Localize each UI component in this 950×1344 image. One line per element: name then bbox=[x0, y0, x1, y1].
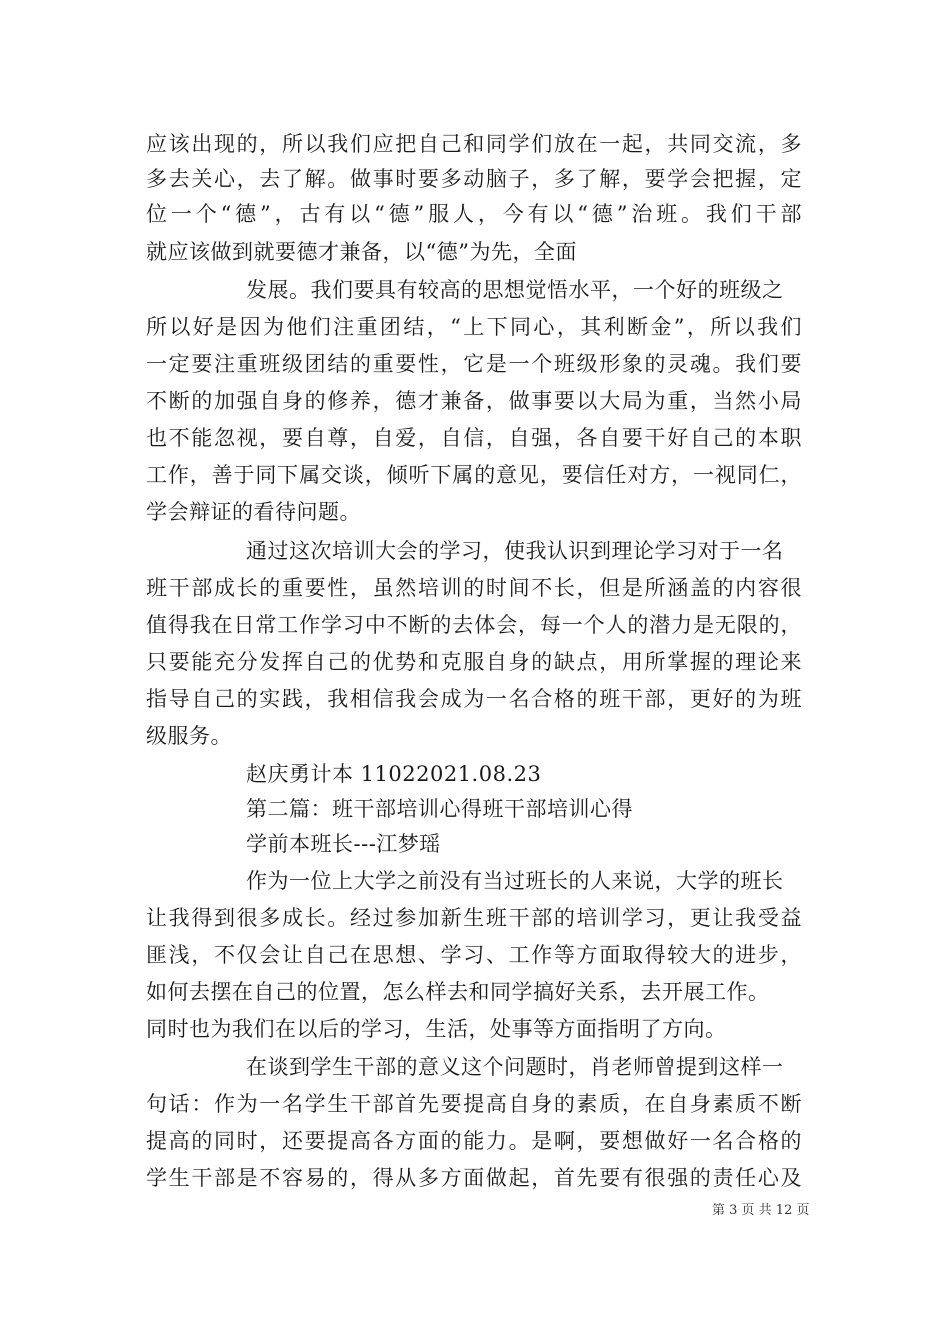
paragraph-line: 在谈到学生干部的意义这个问题时，肖老师曾提到这样一 bbox=[246, 1055, 784, 1079]
paragraph-line: 不断的加强自身的修养，德才兼备，做事要以大局为重，当然小局 bbox=[146, 389, 802, 413]
paragraph-line: 只要能充分发挥自己的优势和克服自身的缺点，用所掌握的理论来 bbox=[146, 650, 802, 674]
author-line: 学前本班长---江梦瑶 bbox=[246, 832, 441, 856]
paragraph-line: 提高的同时，还要提高各方面的能力。是啊，要想做好一名合格的 bbox=[146, 1129, 802, 1153]
paragraph-line: 多去关心，去了解。做事时要多动脑子，多了解，要学会把握，定 bbox=[146, 167, 802, 191]
paragraph-line: 作为一位上大学之前没有当过班长的人来说，大学的班长 bbox=[246, 869, 784, 893]
paragraph-line: 学会辩证的看待问题。 bbox=[146, 500, 361, 524]
paragraph-line: 所以好是因为他们注重团结，“上下同心，其利断金”，所以我们 bbox=[146, 315, 802, 339]
paragraph-line: 同时也为我们在以后的学习，生活，处事等方面指明了方向。 bbox=[146, 1017, 727, 1041]
paragraph-line: 班干部成长的重要性，虽然培训的时间不长，但是所涵盖的内容很 bbox=[146, 576, 802, 600]
paragraph-line: 也不能忽视，要自尊，自爱，自信，自强，各自要干好自己的本职 bbox=[146, 426, 802, 450]
paragraph-line: 应该出现的，所以我们应把自己和同学们放在一起，共同交流，多 bbox=[146, 132, 802, 156]
paragraph-line: 让我得到很多成长。经过参加新生班干部的培训学习，更让我受益 bbox=[146, 906, 802, 930]
page-number-footer: 第 3 页 共 12 页 bbox=[712, 1203, 810, 1218]
paragraph-line: 值得我在日常工作学习中不断的去体会，每一个人的潜力是无限的， bbox=[146, 613, 802, 637]
paragraph-line: 学生干部是不容易的，得从多方面做起，首先要有很强的责任心及 bbox=[146, 1166, 802, 1190]
paragraph-line: 工作，善于同下属交谈，倾听下属的意见，要信任对方，一视同仁， bbox=[146, 463, 802, 487]
paragraph-line: 就应该做到就要德才兼备，以“德”为先，全面 bbox=[146, 240, 577, 264]
paragraph-line: 通过这次培训大会的学习，使我认识到理论学习对于一名 bbox=[246, 539, 784, 563]
paragraph-line: 指导自己的实践，我相信我会成为一名合格的班干部，更好的为班 bbox=[146, 687, 802, 711]
paragraph-line: 位一个“德”，古有以“德”服人，今有以“德”治班。我们干部 bbox=[146, 202, 802, 226]
paragraph-line: 级服务。 bbox=[146, 724, 232, 748]
paragraph-line: 匪浅，不仅会让自己在思想、学习、工作等方面取得较大的进步， bbox=[146, 943, 802, 967]
paragraph-line: 如何去摆在自己的位置，怎么样去和同学搞好关系，去开展工作。 bbox=[146, 980, 770, 1004]
signature-line: 赵庆勇计本 11022021.08.23 bbox=[246, 762, 542, 786]
paragraph-line: 发展。我们要具有较高的思想觉悟水平，一个好的班级之 bbox=[246, 278, 784, 302]
section-heading: 第二篇：班干部培训心得班干部培训心得 bbox=[246, 797, 633, 821]
paragraph-line: 句话：作为一名学生干部首先要提高自身的素质，在自身素质不断 bbox=[146, 1092, 802, 1116]
paragraph-line: 一定要注重班级团结的重要性，它是一个班级形象的灵魂。我们要 bbox=[146, 352, 802, 376]
